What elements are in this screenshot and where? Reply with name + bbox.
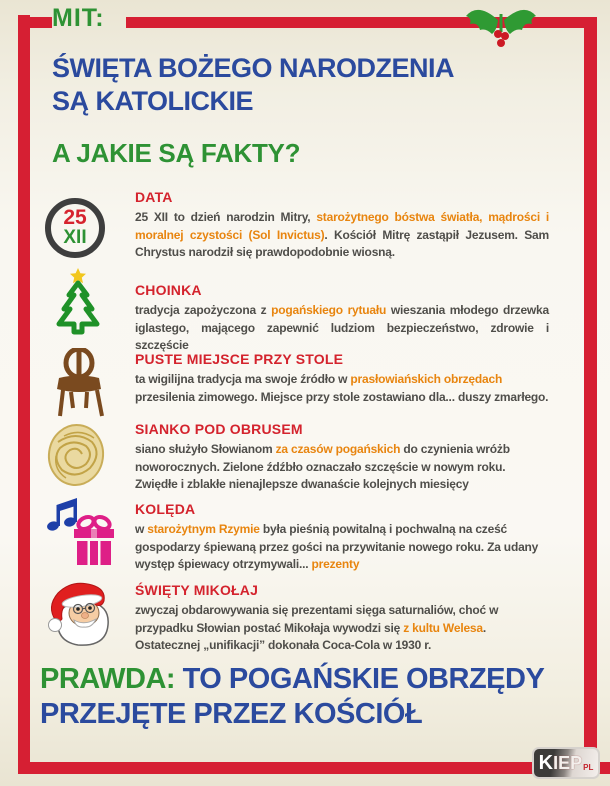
hay-icon — [46, 422, 108, 488]
conclusion-line1: TO POGAŃSKIE OBRZĘDY — [182, 663, 545, 695]
myth-statement-line1: ŚWIĘTA BOŻEGO NARODZENIA — [52, 53, 454, 83]
section-title: CHOINKA — [135, 282, 202, 298]
section-body: siano służyło Słowianom za czasów pogańskich do czynienia wróżb noworocznych. Zielone źdźbło oznaczało szczęście w nowym roku. Zwiędłe i zblakłe nienajlepsze dwanaście kolejnych miesięcy — [135, 442, 510, 491]
chair-icon — [56, 348, 104, 418]
date-badge-icon — [45, 198, 105, 258]
section-puste-miejsce — [135, 351, 549, 406]
watermark-k: K — [538, 751, 554, 774]
badge-month: XII — [63, 227, 87, 248]
gift-icon — [74, 515, 114, 565]
watermark-pl: PL — [583, 763, 594, 772]
section-body: 25 XII to dzień narodzin Mitry, starożytnego bóstwa światła, mądrości i moralnej czystości (Sol Invictus). Kościół Mitrę zastąpił Jezusem. Sam Chrystus narodził się prawdopodobnie wiosną. — [135, 210, 549, 259]
conclusion — [40, 662, 544, 732]
section-body: ta wigilijna tradycja ma swoje źródło w prasłowiańskich obrzędach przesilenia zimowego. Miejsce przy stole zostawiano dla... duszy zmarłego. — [135, 372, 549, 404]
frame-top-left-stub — [18, 17, 52, 28]
frame-left-border — [18, 15, 30, 773]
conclusion-label: PRAWDA: — [40, 663, 176, 695]
section-body: zwyczaj obdarowywania się prezentami sięga saturnaliów, choć w przypadku Słowian postać Mikołaja wywodzi się z kultu Welesa. Ostatecznej „unifikacji” dokonała Coca-Cola w 1930 r. — [135, 603, 499, 652]
section-mikolaj — [135, 582, 549, 655]
facts-question: A JAKIE SĄ FAKTY? — [52, 138, 301, 168]
section-title: DATA — [135, 189, 173, 205]
music-notes-icon — [46, 498, 77, 532]
frame-bottom-border — [18, 762, 610, 774]
section-koleda — [135, 501, 549, 574]
santa-claus-icon — [44, 577, 116, 651]
frame-right-border — [584, 17, 597, 773]
section-title: KOLĘDA — [135, 501, 196, 517]
section-title: PUSTE MIEJSCE PRZY STOLE — [135, 351, 344, 367]
myth-statement-line2: SĄ KATOLICKIE — [52, 86, 254, 116]
section-title: ŚWIĘTY MIKOŁAJ — [135, 582, 259, 598]
conclusion-line2: PRZEJĘTE PRZEZ KOŚCIÓŁ — [40, 698, 423, 730]
badge-day: 25 — [63, 206, 87, 229]
section-body: w starożytnym Rzymie była pieśnią powitalną i pochwalną na cześć gospodarzy śpiewaną przez gości na przywitanie nowego roku. Za udany występ śpiewacy otrzymywali... prezenty — [135, 522, 539, 571]
section-data — [135, 189, 549, 262]
watermark-iep: IEP — [553, 752, 583, 773]
christmas-tree-icon — [49, 268, 107, 338]
music-notes-and-gift-icon — [44, 496, 120, 568]
section-choinka — [135, 282, 549, 355]
myth-statement — [52, 52, 454, 118]
myth-label: MIT: — [52, 4, 105, 32]
kiep-watermark — [532, 747, 600, 779]
section-body: tradycja zapożyczona z pogańskiego rytuału wieszania młodego drzewka iglastego, mającego zapewnić ludziom bezpieczeństwo, zdrowie i szczęście — [135, 303, 549, 352]
holly-icon — [458, 0, 544, 60]
section-title: SIANKO POD OBRUSEM — [135, 421, 303, 437]
section-sianko — [135, 421, 549, 494]
